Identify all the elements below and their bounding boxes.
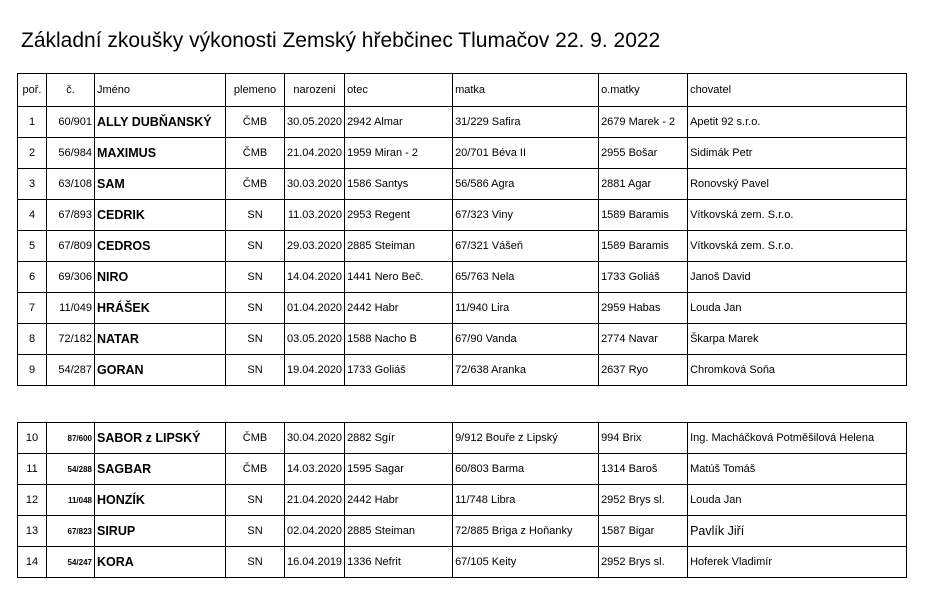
cell-jmeno: MAXIMUS xyxy=(95,138,226,169)
cell-narozeni: 01.04.2020 xyxy=(285,293,345,324)
cell-por: 13 xyxy=(18,516,47,547)
cell-narozeni: 11.03.2020 xyxy=(285,200,345,231)
table-row xyxy=(18,355,907,386)
cell-por: 14 xyxy=(18,547,47,578)
table-row xyxy=(18,293,907,324)
cell-omatky: 1314 Baroš xyxy=(599,454,688,485)
table-header-row xyxy=(18,74,907,107)
cell-jmeno: HONZÍK xyxy=(95,485,226,516)
cell-cislo: 72/182 xyxy=(47,324,95,355)
cell-omatky: 2679 Marek - 2 xyxy=(599,107,688,138)
cell-narozeni: 21.04.2020 xyxy=(285,485,345,516)
table-row xyxy=(18,324,907,355)
cell-otec: 1588 Nacho B xyxy=(345,324,453,355)
cell-cislo: 87/600 xyxy=(47,423,95,454)
cell-narozeni: 14.03.2020 xyxy=(285,454,345,485)
cell-plemeno: SN xyxy=(226,324,285,355)
cell-omatky: 1589 Baramis xyxy=(599,231,688,262)
cell-plemeno: SN xyxy=(226,485,285,516)
cell-cislo: 67/823 xyxy=(47,516,95,547)
cell-chovatel: Matúš Tomáš xyxy=(688,454,907,485)
table-row xyxy=(18,231,907,262)
cell-plemeno: ČMB xyxy=(226,107,285,138)
cell-matka: 56/586 Agra xyxy=(453,169,599,200)
table-row xyxy=(18,485,907,516)
cell-omatky: 2774 Navar xyxy=(599,324,688,355)
cell-plemeno: ČMB xyxy=(226,423,285,454)
table-row xyxy=(18,423,907,454)
table-row xyxy=(18,547,907,578)
cell-plemeno: SN xyxy=(226,231,285,262)
results-table-group-2 xyxy=(17,422,907,578)
cell-jmeno: CEDRIK xyxy=(95,200,226,231)
cell-matka: 11/940 Lira xyxy=(453,293,599,324)
cell-chovatel: Apetit 92 s.r.o. xyxy=(688,107,907,138)
cell-por: 3 xyxy=(18,169,47,200)
header-omatky: o.matky xyxy=(599,74,688,107)
cell-plemeno: SN xyxy=(226,516,285,547)
cell-plemeno: ČMB xyxy=(226,454,285,485)
cell-matka: 11/748 Libra xyxy=(453,485,599,516)
table-row xyxy=(18,169,907,200)
cell-chovatel: Vítkovská zem. S.r.o. xyxy=(688,200,907,231)
results-table-group-1 xyxy=(17,73,907,386)
table-row xyxy=(18,516,907,547)
cell-jmeno: SAGBAR xyxy=(95,454,226,485)
cell-otec: 2885 Steiman xyxy=(345,231,453,262)
cell-jmeno: ALLY DUBŇANSKÝ xyxy=(95,107,226,138)
cell-otec: 2442 Habr xyxy=(345,485,453,516)
cell-otec: 2942 Almar xyxy=(345,107,453,138)
cell-omatky: 2637 Ryo xyxy=(599,355,688,386)
cell-narozeni: 03.05.2020 xyxy=(285,324,345,355)
table-row xyxy=(18,138,907,169)
cell-chovatel: Louda Jan xyxy=(688,293,907,324)
cell-por: 2 xyxy=(18,138,47,169)
cell-por: 5 xyxy=(18,231,47,262)
cell-narozeni: 21.04.2020 xyxy=(285,138,345,169)
cell-jmeno: SABOR z LIPSKÝ xyxy=(95,423,226,454)
cell-otec: 1336 Nefrit xyxy=(345,547,453,578)
cell-por: 11 xyxy=(18,454,47,485)
cell-matka: 67/321 Vášeň xyxy=(453,231,599,262)
cell-plemeno: SN xyxy=(226,355,285,386)
cell-plemeno: ČMB xyxy=(226,169,285,200)
header-jmeno: Jméno xyxy=(95,74,226,107)
cell-matka: 31/229 Safira xyxy=(453,107,599,138)
cell-otec: 2953 Regent xyxy=(345,200,453,231)
cell-omatky: 1589 Baramis xyxy=(599,200,688,231)
cell-cislo: 67/809 xyxy=(47,231,95,262)
cell-plemeno: ČMB xyxy=(226,138,285,169)
cell-otec: 2442 Habr xyxy=(345,293,453,324)
header-cislo: č. xyxy=(47,74,95,107)
cell-jmeno: HRÁŠEK xyxy=(95,293,226,324)
cell-matka: 65/763 Nela xyxy=(453,262,599,293)
header-matka: matka xyxy=(453,74,599,107)
cell-narozeni: 30.04.2020 xyxy=(285,423,345,454)
cell-matka: 9/912 Bouře z Lipský xyxy=(453,423,599,454)
cell-por: 1 xyxy=(18,107,47,138)
cell-narozeni: 29.03.2020 xyxy=(285,231,345,262)
cell-chovatel: Ronovský Pavel xyxy=(688,169,907,200)
cell-chovatel: Louda Jan xyxy=(688,485,907,516)
cell-matka: 20/701 Béva II xyxy=(453,138,599,169)
cell-matka: 67/90 Vanda xyxy=(453,324,599,355)
cell-omatky: 1587 Bigar xyxy=(599,516,688,547)
cell-chovatel: Janoš David xyxy=(688,262,907,293)
cell-otec: 1733 Goliáš xyxy=(345,355,453,386)
cell-jmeno: SIRUP xyxy=(95,516,226,547)
cell-matka: 67/105 Keity xyxy=(453,547,599,578)
cell-plemeno: SN xyxy=(226,262,285,293)
cell-omatky: 1733 Goliáš xyxy=(599,262,688,293)
cell-chovatel: Hoferek Vladimír xyxy=(688,547,907,578)
cell-omatky: 994 Brix xyxy=(599,423,688,454)
cell-cislo: 69/306 xyxy=(47,262,95,293)
cell-jmeno: NATAR xyxy=(95,324,226,355)
cell-omatky: 2952 Brys sl. xyxy=(599,547,688,578)
cell-matka: 72/638 Aranka xyxy=(453,355,599,386)
cell-por: 4 xyxy=(18,200,47,231)
cell-jmeno: CEDROS xyxy=(95,231,226,262)
cell-por: 12 xyxy=(18,485,47,516)
cell-omatky: 2955 Bošar xyxy=(599,138,688,169)
cell-plemeno: SN xyxy=(226,293,285,324)
cell-cislo: 54/287 xyxy=(47,355,95,386)
cell-cislo: 54/247 xyxy=(47,547,95,578)
cell-omatky: 2952 Brys sl. xyxy=(599,485,688,516)
cell-omatky: 2959 Habas xyxy=(599,293,688,324)
header-por: poř. xyxy=(18,74,47,107)
cell-plemeno: SN xyxy=(226,200,285,231)
cell-otec: 1441 Nero Beč. xyxy=(345,262,453,293)
header-plemeno: plemeno xyxy=(226,74,285,107)
cell-matka: 60/803 Barma xyxy=(453,454,599,485)
cell-narozeni: 30.03.2020 xyxy=(285,169,345,200)
cell-cislo: 56/984 xyxy=(47,138,95,169)
cell-omatky: 2881 Agar xyxy=(599,169,688,200)
header-narozeni: narozeni xyxy=(285,74,345,107)
table-row xyxy=(18,200,907,231)
cell-cislo: 63/108 xyxy=(47,169,95,200)
cell-narozeni: 14.04.2020 xyxy=(285,262,345,293)
cell-otec: 1586 Santys xyxy=(345,169,453,200)
cell-jmeno: NIRO xyxy=(95,262,226,293)
cell-por: 7 xyxy=(18,293,47,324)
cell-matka: 67/323 Viny xyxy=(453,200,599,231)
cell-chovatel: Sidimák Petr xyxy=(688,138,907,169)
table-row xyxy=(18,454,907,485)
table-row xyxy=(18,107,907,138)
cell-cislo: 11/048 xyxy=(47,485,95,516)
cell-jmeno: KORA xyxy=(95,547,226,578)
cell-otec: 2885 Steiman xyxy=(345,516,453,547)
cell-otec: 1959 Miran - 2 xyxy=(345,138,453,169)
cell-cislo: 60/901 xyxy=(47,107,95,138)
table-row xyxy=(18,262,907,293)
cell-narozeni: 02.04.2020 xyxy=(285,516,345,547)
cell-cislo: 11/049 xyxy=(47,293,95,324)
cell-chovatel: Pavlík Jiří xyxy=(688,516,907,547)
cell-por: 10 xyxy=(18,423,47,454)
header-chovatel: chovatel xyxy=(688,74,907,107)
cell-matka: 72/885 Briga z Hoňanky xyxy=(453,516,599,547)
cell-jmeno: SAM xyxy=(95,169,226,200)
cell-por: 8 xyxy=(18,324,47,355)
cell-por: 6 xyxy=(18,262,47,293)
cell-narozeni: 19.04.2020 xyxy=(285,355,345,386)
cell-jmeno: GORAN xyxy=(95,355,226,386)
cell-plemeno: SN xyxy=(226,547,285,578)
cell-por: 9 xyxy=(18,355,47,386)
cell-cislo: 67/893 xyxy=(47,200,95,231)
cell-chovatel: Ing. Macháčková Potměšilová Helena xyxy=(688,423,907,454)
cell-otec: 1595 Sagar xyxy=(345,454,453,485)
cell-narozeni: 16.04.2019 xyxy=(285,547,345,578)
page-title: Základní zkoušky výkonosti Zemský hřebčinec Tlumačov 22. 9. 2022 xyxy=(21,29,661,52)
cell-otec: 2882 Sgír xyxy=(345,423,453,454)
header-otec: otec xyxy=(345,74,453,107)
cell-narozeni: 30.05.2020 xyxy=(285,107,345,138)
cell-cislo: 54/288 xyxy=(47,454,95,485)
cell-chovatel: Vítkovská zem. S.r.o. xyxy=(688,231,907,262)
cell-chovatel: Chromková Soňa xyxy=(688,355,907,386)
cell-chovatel: Škarpa Marek xyxy=(688,324,907,355)
